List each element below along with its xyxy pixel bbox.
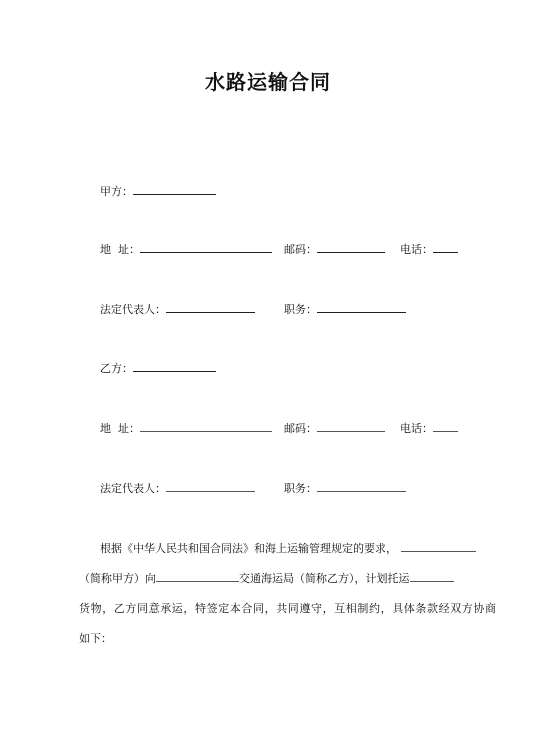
party-b-position-label: 职务： — [284, 482, 317, 495]
party-a-name-field[interactable] — [133, 184, 216, 195]
party-a-rep-line — [100, 302, 255, 318]
party-b-phone-label: 电话： — [400, 422, 433, 435]
body-shipper-field[interactable] — [401, 541, 476, 552]
party-a-label: 甲方： — [100, 185, 133, 198]
party-a-position-field[interactable] — [317, 302, 406, 313]
party-b-address-label: 地 址： — [100, 422, 140, 435]
body-line-1-text: 根据《中华人民共和国合同法》和海上运输管理规定的要求， — [100, 542, 397, 555]
party-a-rep-label: 法定代表人： — [100, 303, 166, 316]
document-title: 水路运输合同 — [205, 70, 331, 94]
party-a-postcode-field[interactable] — [317, 242, 385, 253]
body-line-2 — [79, 571, 454, 587]
party-b-position-line — [284, 481, 406, 497]
body-carrier-field[interactable] — [156, 571, 239, 582]
party-a-position-line — [284, 302, 406, 318]
party-b-phone-line — [400, 421, 458, 437]
party-a-postcode-label: 邮码： — [284, 243, 317, 256]
body-line-2-part-b: 交通海运局（简称乙方），计划托运 — [239, 572, 410, 585]
party-a-position-label: 职务： — [284, 303, 317, 316]
body-line-2-part-a: （简称甲方）向 — [79, 572, 156, 585]
body-line-4-text: 如下： — [79, 632, 112, 645]
party-b-line — [100, 361, 216, 377]
party-b-rep-line — [100, 481, 255, 497]
party-b-postcode-line — [284, 421, 385, 437]
party-a-address-field[interactable] — [140, 242, 272, 253]
party-a-phone-field[interactable] — [433, 242, 458, 253]
party-a-postcode-line — [284, 242, 385, 258]
party-b-address-line — [100, 421, 272, 437]
party-a-address-line — [100, 242, 272, 258]
party-a-address-label: 地 址： — [100, 243, 140, 256]
party-b-rep-label: 法定代表人： — [100, 482, 166, 495]
party-b-postcode-label: 邮码： — [284, 422, 317, 435]
party-b-postcode-field[interactable] — [317, 421, 385, 432]
body-line-1 — [100, 541, 476, 557]
party-b-rep-field[interactable] — [166, 481, 255, 492]
body-line-4 — [79, 631, 112, 647]
party-b-phone-field[interactable] — [433, 421, 458, 432]
party-b-label: 乙方： — [100, 362, 133, 375]
party-a-phone-line — [400, 242, 458, 258]
body-line-3 — [79, 601, 497, 617]
party-a-rep-field[interactable] — [166, 302, 255, 313]
party-b-name-field[interactable] — [133, 361, 216, 372]
party-a-line — [100, 184, 216, 200]
party-a-phone-label: 电话： — [400, 243, 433, 256]
body-cargo-field[interactable] — [410, 571, 454, 582]
party-b-position-field[interactable] — [317, 481, 406, 492]
party-b-address-field[interactable] — [140, 421, 272, 432]
body-line-3-text: 货物，乙方同意承运，特签定本合同，共同遵守，互相制约，具体条款经双方协商 — [79, 602, 497, 615]
